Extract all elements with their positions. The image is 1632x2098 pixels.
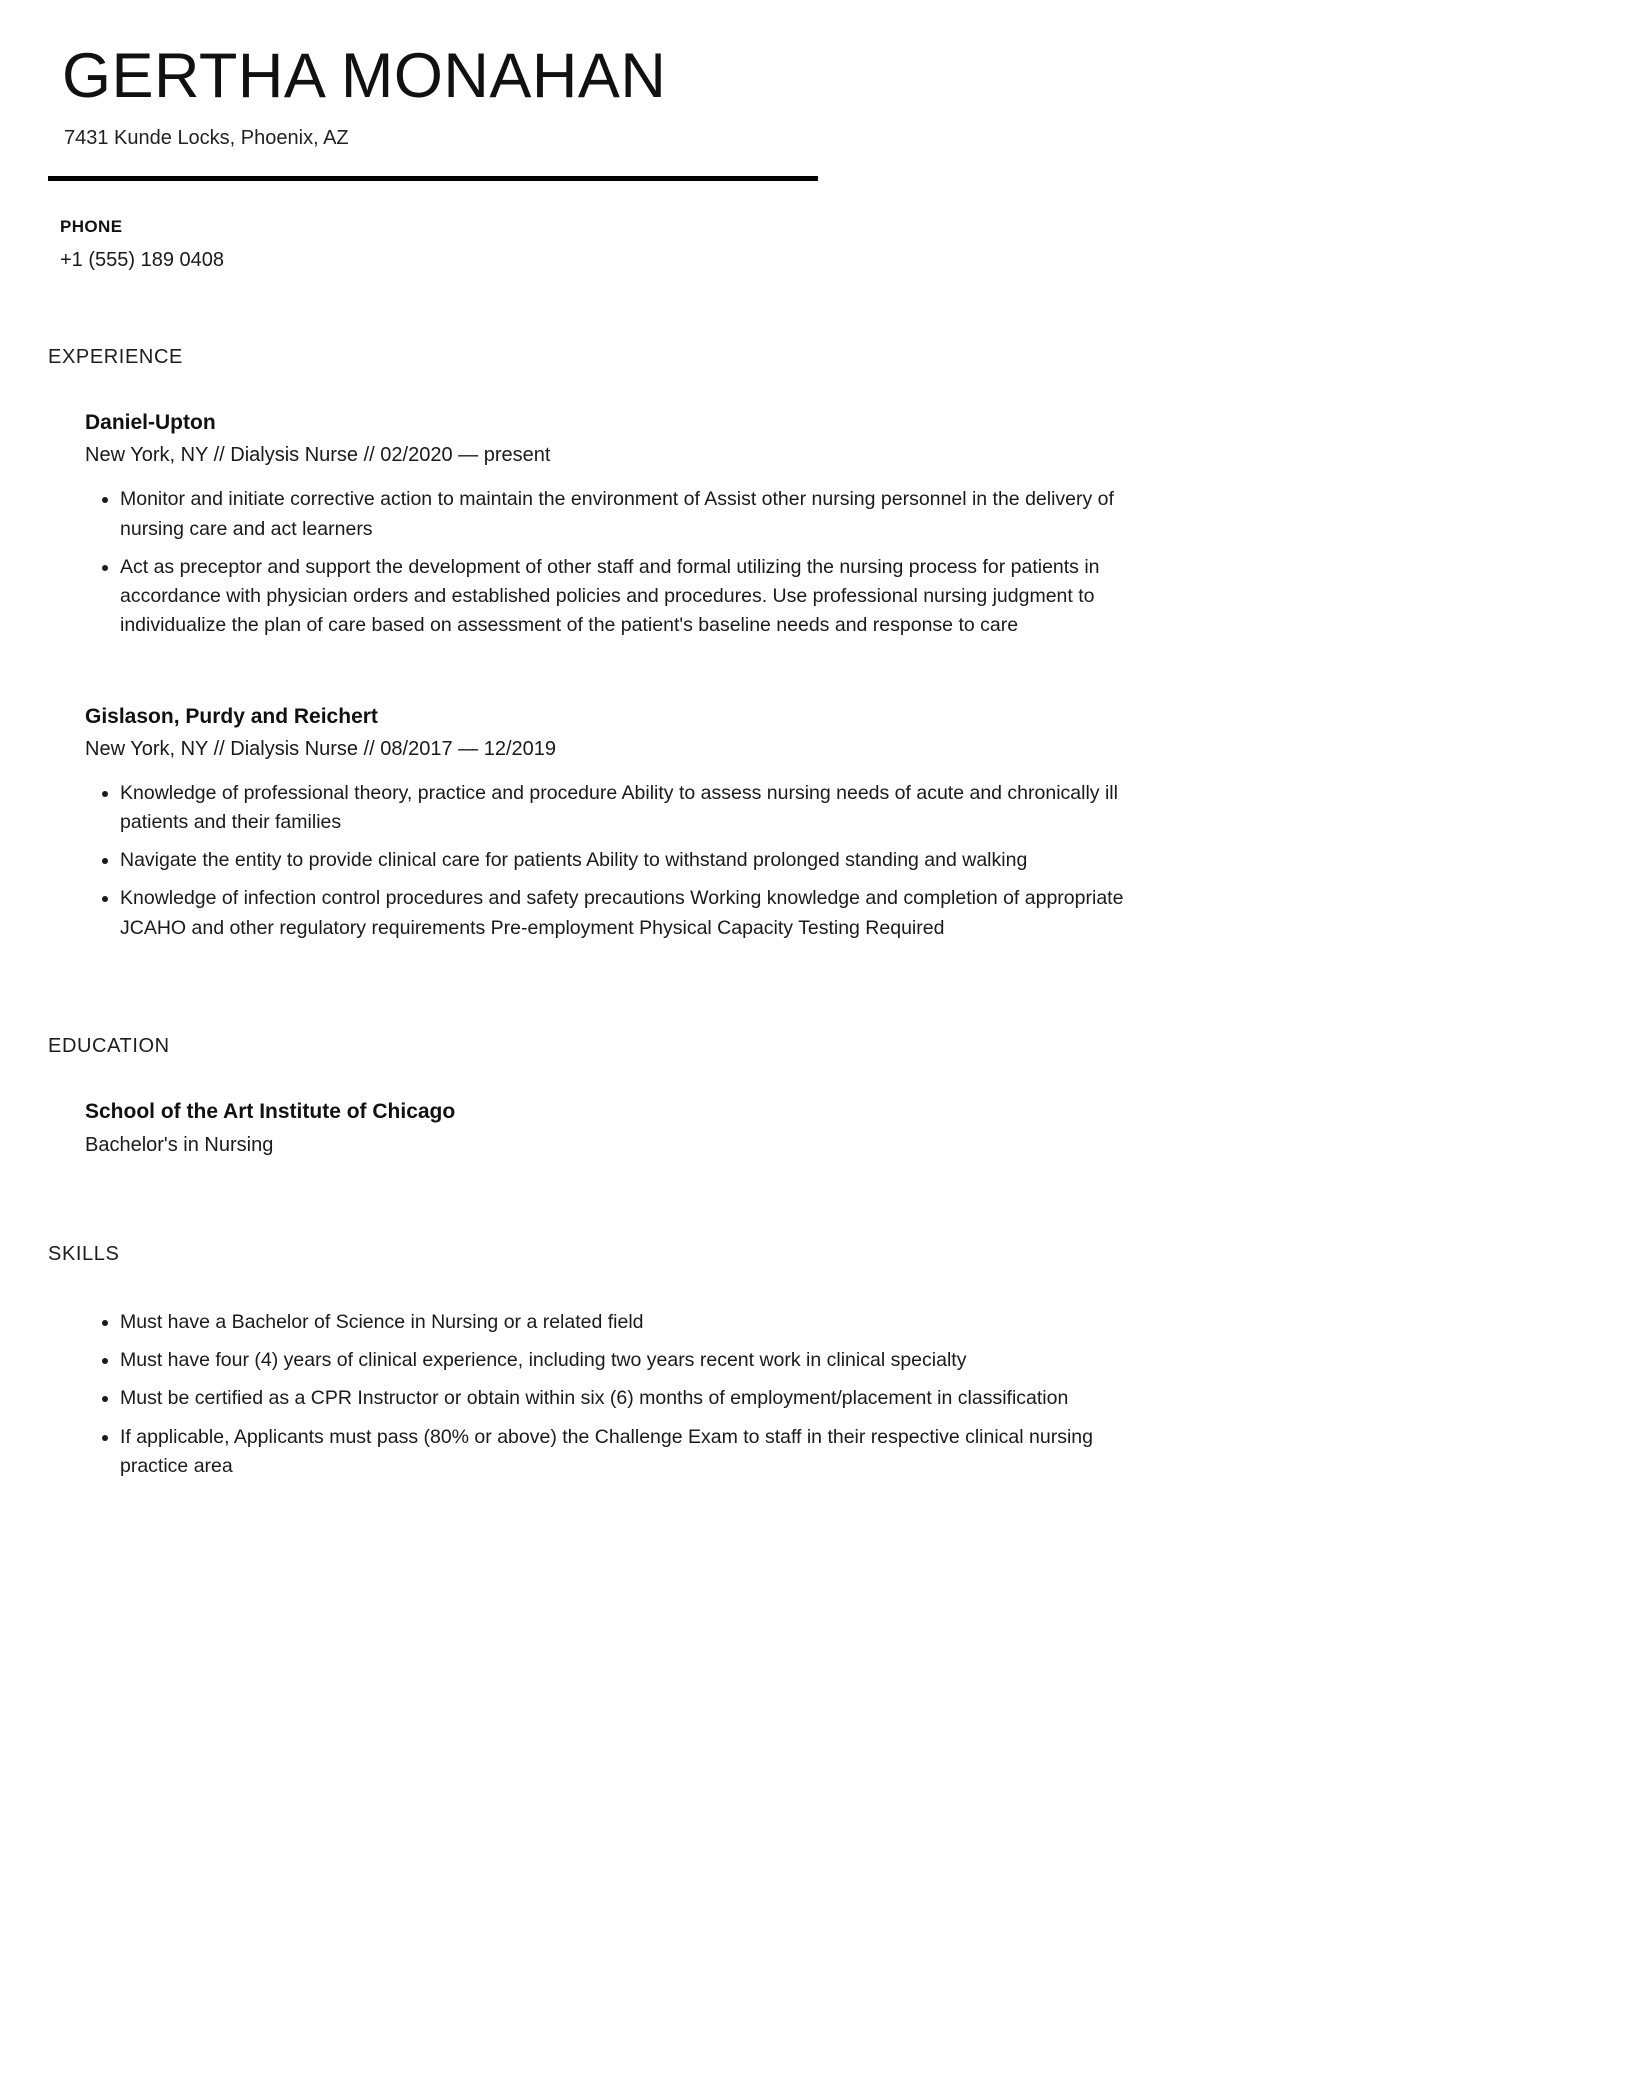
candidate-name: GERTHA MONAHAN: [62, 41, 667, 111]
skill-item: • Must have four (4) years of clinical experience, including two years recent work in clinical specialty: [120, 1346, 1145, 1375]
skills-heading: SKILLS: [48, 1242, 120, 1265]
company-name: Daniel-Upton: [85, 411, 216, 435]
education-heading: EDUCATION: [48, 1034, 170, 1057]
bullet-item: • Navigate the entity to provide clinical care for patients Ability to withstand prolonged standing and walking: [120, 846, 1125, 875]
experience-section: [48, 346, 1584, 943]
job-entry: [85, 411, 1584, 640]
skill-item: • If applicable, Applicants must pass (80% or above) the Challenge Exam to staff in their respective clinical nursing practice area: [120, 1423, 1145, 1482]
skills-section: [48, 1243, 1584, 1481]
bullet-item: • Knowledge of professional theory, practice and procedure Ability to assess nursing needs of acute and chronically ill patients and their families: [120, 779, 1125, 838]
school-name: School of the Art Institute of Chicago: [85, 1099, 456, 1123]
education-section: [48, 1035, 1584, 1157]
skill-item: • Must be certified as a CPR Instructor or obtain within six (6) months of employment/placement in classification: [120, 1384, 1145, 1413]
education-entry: [85, 1100, 1584, 1157]
job-meta: New York, NY // Dialysis Nurse // 08/2017 — 12/2019: [85, 737, 556, 760]
experience-heading: EXPERIENCE: [48, 346, 183, 369]
company-name: Gislason, Purdy and Reichert: [85, 704, 378, 728]
job-bullet-list: [85, 485, 1125, 640]
job-meta: New York, NY // Dialysis Nurse // 02/2020 — present: [85, 444, 551, 467]
bullet-item: • Monitor and initiate corrective action to maintain the environment of Assist other nursing personnel in the delivery of nursing care and act learners: [120, 485, 1125, 544]
job-bullet-list: [85, 779, 1125, 943]
job-entry: [85, 705, 1584, 943]
phone-value: +1 (555) 189 0408: [60, 249, 225, 272]
contact-section: [60, 217, 1584, 272]
header-divider: [48, 176, 818, 181]
skill-item: • Must have a Bachelor of Science in Nursing or a related field: [120, 1308, 1145, 1337]
bullet-item: • Act as preceptor and support the development of other staff and formal utilizing the nursing process for patients in accordance with physician orders and established policies and procedures. Use professional nursing judgment to individualize the plan of care based on assessment of the patient's baseline needs and response to care: [120, 553, 1125, 641]
resume-header: [48, 42, 1584, 150]
phone-label: PHONE: [60, 217, 123, 237]
degree-name: Bachelor's in Nursing: [85, 1133, 274, 1156]
bullet-item: • Knowledge of infection control procedures and safety precautions Working knowledge and completion of appropriate JCAHO and other regulatory requirements Pre-employment Physical Capacity Testing Required: [120, 884, 1125, 943]
skills-list: [85, 1308, 1145, 1481]
candidate-address: 7431 Kunde Locks, Phoenix, AZ: [64, 127, 349, 150]
